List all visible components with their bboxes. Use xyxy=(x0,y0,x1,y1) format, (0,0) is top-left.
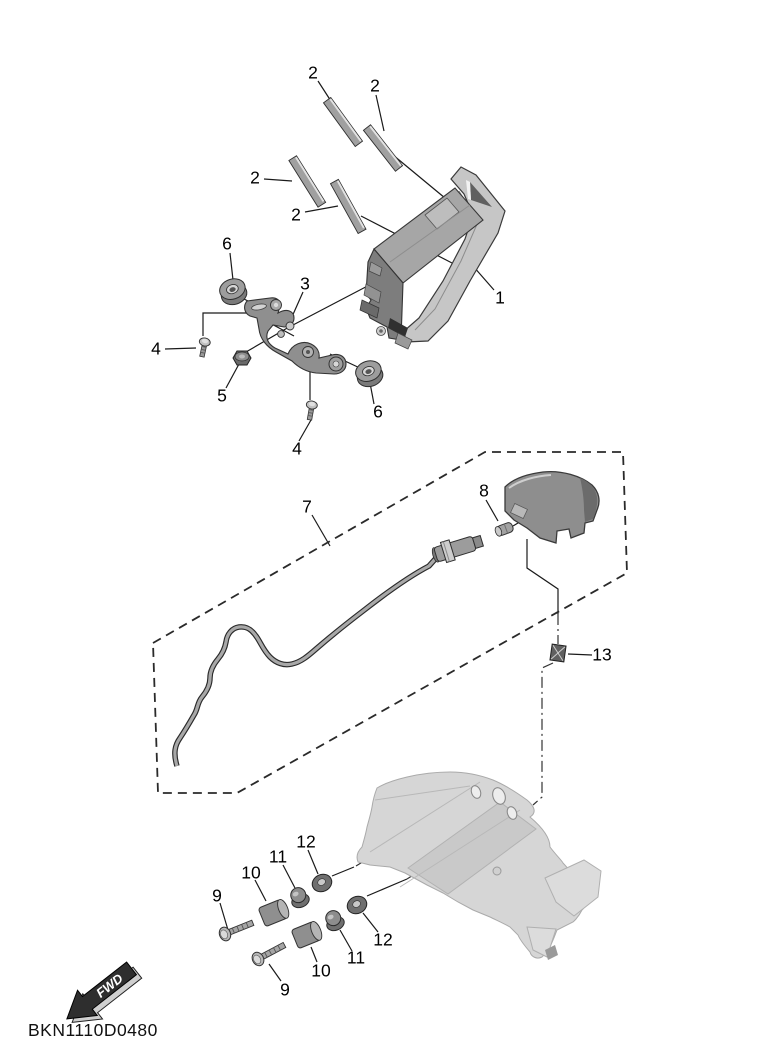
callout-9a[interactable]: 9 xyxy=(212,885,222,906)
callout-11b[interactable]: 11 xyxy=(346,947,366,968)
callout-11a[interactable]: 11 xyxy=(268,846,288,867)
callout-2c[interactable]: 2 xyxy=(250,167,260,188)
callout-1[interactable]: 1 xyxy=(495,287,505,308)
sensor-cover xyxy=(505,472,599,543)
screw-part4-left xyxy=(196,337,211,358)
bolt-part9-lower xyxy=(250,939,288,968)
callout-2a[interactable]: 2 xyxy=(308,62,318,83)
bolt-part9-upper xyxy=(217,916,255,942)
callout-4a[interactable]: 4 xyxy=(151,338,161,359)
callout-7[interactable]: 7 xyxy=(302,496,312,517)
callout-12b[interactable]: 12 xyxy=(373,929,393,950)
clip-part13 xyxy=(550,644,566,662)
nut-part5 xyxy=(233,351,251,365)
callout-6b[interactable]: 6 xyxy=(373,401,383,422)
callout-9b[interactable]: 9 xyxy=(280,979,290,1000)
callout-8[interactable]: 8 xyxy=(479,480,489,501)
damper-strips-part2 xyxy=(289,98,403,234)
callout-4b[interactable]: 4 xyxy=(292,438,302,459)
callout-5[interactable]: 5 xyxy=(217,385,227,406)
grommet-part6-upper xyxy=(217,276,250,308)
callout-2d[interactable]: 2 xyxy=(291,204,301,225)
cap-part8 xyxy=(494,522,514,538)
callout-10a[interactable]: 10 xyxy=(241,862,261,883)
washer-part12-lower xyxy=(344,893,369,917)
fwd-arrow-label: FWD xyxy=(93,970,126,1001)
drawing-code: BKN1110D0480 xyxy=(28,1020,158,1040)
screw-part4-right xyxy=(304,400,318,421)
collar-part11-upper xyxy=(287,885,311,910)
callout-2b[interactable]: 2 xyxy=(370,75,380,96)
callout-6a[interactable]: 6 xyxy=(222,233,232,254)
damper-part10-upper xyxy=(258,898,291,927)
callout-12a[interactable]: 12 xyxy=(296,831,316,852)
collar-part11-lower xyxy=(322,908,346,933)
callout-10b[interactable]: 10 xyxy=(311,960,331,981)
callout-3[interactable]: 3 xyxy=(300,273,310,294)
ghost-fender xyxy=(357,772,601,960)
grommet-part6-lower xyxy=(353,358,386,390)
washer-part12-upper xyxy=(309,871,334,895)
callout-13[interactable]: 13 xyxy=(592,644,612,665)
sensor-cable-part7 xyxy=(175,531,485,766)
damper-part10-lower xyxy=(291,920,324,949)
bracket-box-part1 xyxy=(360,167,505,349)
